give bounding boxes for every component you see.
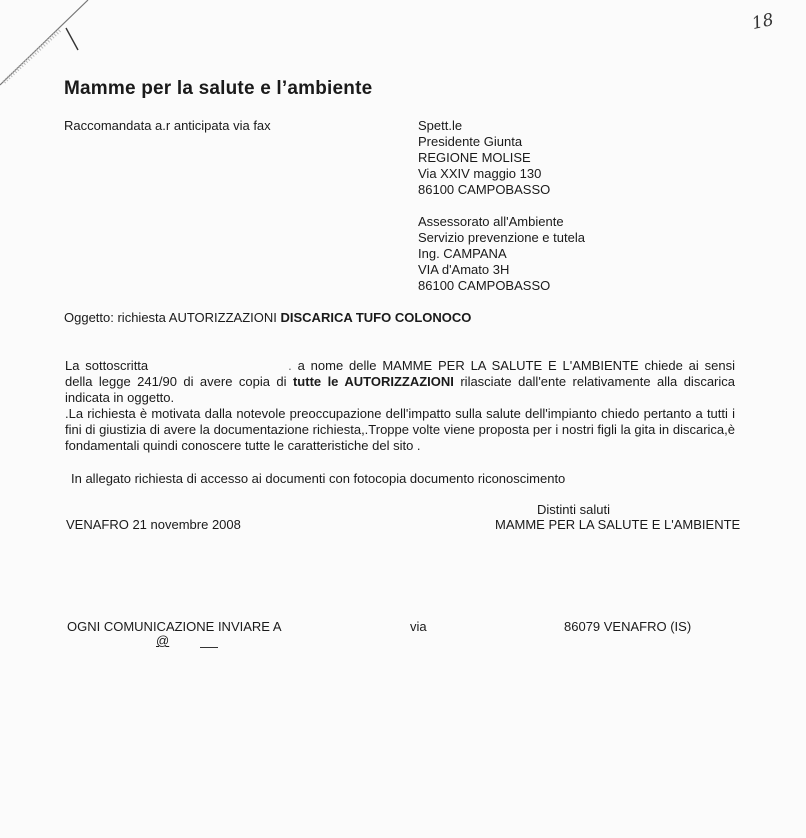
recipient-block-1 xyxy=(418,118,550,198)
footer-via: via xyxy=(410,619,427,634)
subject-bold: DISCARICA TUFO COLONOCO xyxy=(280,310,472,325)
closing-signature: MAMME PER LA SALUTE E L'AMBIENTE xyxy=(495,517,741,532)
subject-line xyxy=(64,310,471,326)
body-paragraph-1: La sottoscritta . a nome delle MAMME PER LA SALUTE E L'AMBIENTE chiede ai sensi della legge 241/90 di avere copia di tutte le AUTORIZZAZIONI rilasciate dall'ente relativamente alla discarica indicata in oggetto. xyxy=(65,358,735,405)
delivery-note: Raccomandata a.r anticipata via fax xyxy=(64,118,271,133)
footer-city: 86079 VENAFRO (IS) xyxy=(564,619,692,634)
attachment-note: In allegato richiesta di accesso ai documenti con fotocopia documento riconoscimento xyxy=(71,471,566,486)
recipient-block-2 xyxy=(418,214,585,294)
body-p1-b: a nome delle MAMME PER LA SALUTE E L'AMBIENTE chiede ai sensi della legge 241/90 di avere copia di xyxy=(65,358,735,389)
recipient2-line: Ing. CAMPANA xyxy=(418,246,507,261)
recipient1-line: 86100 CAMPOBASSO xyxy=(418,182,551,197)
body-p1-c: rilasciate dall'ente relativamente alla discarica indicata in oggetto. xyxy=(65,374,735,405)
recipient2-line: VIA d'Amato 3H xyxy=(418,262,510,277)
footer-prefix: OGNI COMUNICAZIONE INVIARE A xyxy=(67,619,282,634)
email-underline xyxy=(200,647,218,648)
closing-greeting: Distinti saluti xyxy=(537,502,610,517)
place-date: VENAFRO 21 novembre 2008 xyxy=(66,517,241,532)
recipient2-line: Assessorato all'Ambiente xyxy=(418,214,564,229)
recipient1-line: Via XXIV maggio 130 xyxy=(418,166,542,181)
body-paragraph-2: .La richiesta è motivata dalla notevole preoccupazione dell'impatto sulla salute dell'impianto chiedo pertanto a tutti i fini di giustizia di avere la documentazione richiesta,.Troppe volte viene proposta per i nostri figli la gita in discarica,è fondamentali quindi conoscere tutte le caratteristiche del sito . xyxy=(65,406,735,453)
recipient1-line: Presidente Giunta xyxy=(418,134,523,149)
subject-prefix: Oggetto: richiesta AUTORIZZAZIONI xyxy=(64,310,281,325)
footer-email-at: @ xyxy=(156,633,170,648)
recipient1-line: Spett.le xyxy=(418,118,463,133)
body-p1-bold: tutte le AUTORIZZAZIONI xyxy=(292,374,454,389)
body-p1-a: La sottoscritta xyxy=(65,358,149,373)
recipient2-line: 86100 CAMPOBASSO xyxy=(418,278,551,293)
page-number: 18 xyxy=(750,9,776,35)
letter-title: Mamme per la salute e l’ambiente xyxy=(64,78,373,99)
recipient1-line: REGIONE MOLISE xyxy=(418,150,531,165)
recipient2-line: Servizio prevenzione e tutela xyxy=(418,230,585,245)
